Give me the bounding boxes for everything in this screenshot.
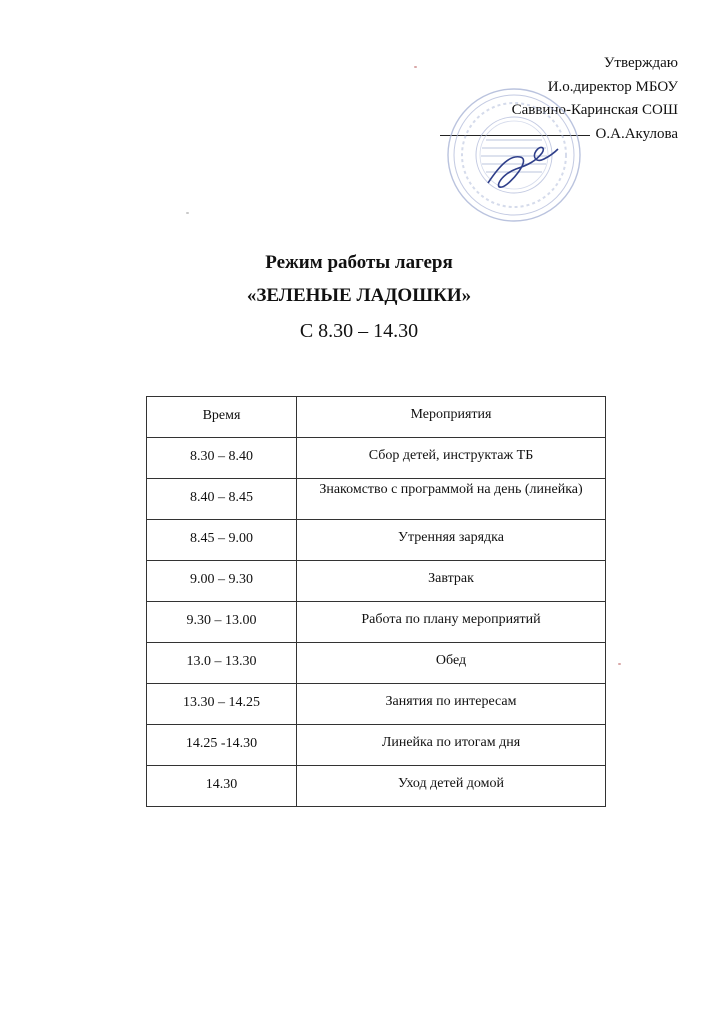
time-cell: 14.30 [147, 766, 297, 807]
signer-name: О.А.Акулова [595, 125, 678, 142]
header-activity: Мероприятия [297, 397, 606, 438]
signature-scribble [480, 135, 560, 195]
document-title: Режим работы лагеря [265, 252, 453, 273]
activity-cell: Сбор детей, инструктаж ТБ [297, 438, 606, 479]
activity-cell: Работа по плану мероприятий [297, 602, 606, 643]
activity-cell: Линейка по итогам дня [297, 725, 606, 766]
scan-speck [414, 66, 417, 68]
camp-name: «ЗЕЛЕНЫЕ ЛАДОШКИ» [246, 285, 472, 306]
table-row [147, 684, 606, 725]
time-cell: 9.00 – 9.30 [147, 561, 297, 602]
activity-cell: Занятия по интересам [297, 684, 606, 725]
schedule-table [146, 396, 606, 807]
table-row [147, 561, 606, 602]
activity-cell: Завтрак [297, 561, 606, 602]
time-cell: 8.45 – 9.00 [147, 520, 297, 561]
table-row [147, 520, 606, 561]
approver-position: И.о.директор МБОУ [547, 78, 678, 95]
header-time: Время [147, 397, 297, 438]
time-cell: 14.25 -14.30 [147, 725, 297, 766]
table-row [147, 766, 606, 807]
activity-cell: Знакомство с программой на день (линейка) [297, 479, 606, 520]
table-row [147, 602, 606, 643]
time-cell: 13.0 – 13.30 [147, 643, 297, 684]
table-row [147, 725, 606, 766]
working-hours: С 8.30 – 14.30 [299, 320, 419, 342]
scan-speck [618, 663, 621, 665]
time-cell: 8.40 – 8.45 [147, 479, 297, 520]
table-header-row [147, 397, 606, 438]
activity-cell: Обед [297, 643, 606, 684]
scan-speck [186, 212, 189, 214]
time-cell: 13.30 – 14.25 [147, 684, 297, 725]
table-row [147, 479, 606, 520]
time-cell: 9.30 – 13.00 [147, 602, 297, 643]
time-cell: 8.30 – 8.40 [147, 438, 297, 479]
activity-cell: Уход детей домой [297, 766, 606, 807]
activity-cell: Утренняя зарядка [297, 520, 606, 561]
table-row [147, 643, 606, 684]
table-row [147, 438, 606, 479]
approve-label: Утверждаю [603, 55, 678, 71]
school-name: Саввино-Каринская СОШ [511, 102, 678, 118]
